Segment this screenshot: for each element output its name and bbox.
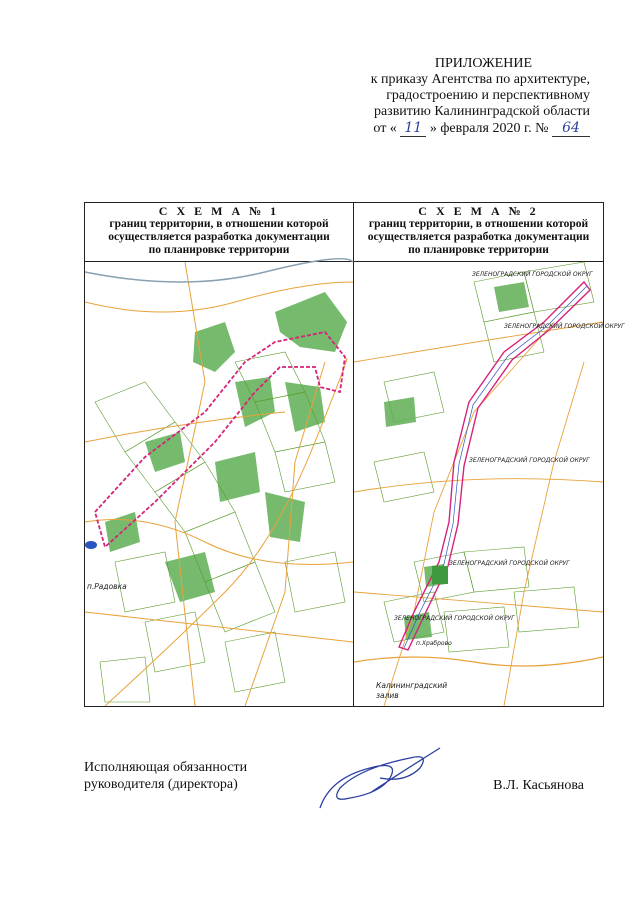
- scheme-1-town-label: п.Радовка: [87, 582, 127, 591]
- bay-label-2: залив: [376, 691, 399, 700]
- appendix-line-3: развитию Калининградской области: [373, 104, 590, 119]
- scheme-1-panel: [85, 203, 354, 706]
- date-day: 11: [400, 120, 426, 137]
- lake: [85, 541, 97, 549]
- bay-label-1: Калининградский: [376, 681, 448, 690]
- appendix-date-line: [290, 120, 590, 137]
- scheme-2-line-3: по планировке территории: [408, 244, 549, 256]
- okrug-label-low: ЗЕЛЕНОГРАДСКИЙ ГОРОДСКОЙ ОКРУГ: [449, 560, 570, 567]
- scheme-2-heading: С Х Е М А № 2: [418, 204, 539, 218]
- order-number: 64: [552, 120, 590, 137]
- appendix-line-2: градостроению и перспективному: [386, 88, 590, 103]
- scheme-2-line-2: осуществляется разработка документации: [367, 231, 590, 243]
- date-prefix: от «: [373, 121, 397, 136]
- signatory-line-2: руководителя (директора): [84, 777, 238, 792]
- scheme-1-line-1: границ территории, в отношении которой: [109, 218, 329, 230]
- appendix-header: [290, 56, 590, 137]
- scheme-1-map-svg: [85, 262, 353, 706]
- scheme-2-town-label: п.Храброво: [416, 640, 452, 647]
- date-mid: » февраля 2020 г. №: [429, 121, 549, 136]
- signatory-name: В.Л. Касьянова: [493, 778, 584, 793]
- okrug-label-mid: ЗЕЛЕНОГРАДСКИЙ ГОРОДСКОЙ ОКРУГ: [504, 323, 625, 330]
- scheme-2-line-1: границ территории, в отношении которой: [368, 218, 589, 230]
- appendix-title: ПРИЛОЖЕНИЕ: [434, 56, 532, 71]
- okrug-label-east: ЗЕЛЕНОГРАДСКИЙ ГОРОДСКОЙ ОКРУГ: [469, 457, 590, 464]
- scheme-1-heading: С Х Е М А № 1: [158, 204, 280, 218]
- scheme-2-map-svg: [354, 262, 625, 706]
- town-block: [432, 566, 448, 584]
- scheme-1-header: [85, 203, 353, 262]
- appendix-line-1: к приказу Агентства по архитектуре,: [370, 72, 590, 87]
- scheme-2-panel: [354, 203, 625, 706]
- scheme-1-line-2: осуществляется разработка документации: [108, 231, 330, 243]
- signatory-line-1: Исполняющая обязанности: [84, 760, 248, 775]
- okrug-label-sw: ЗЕЛЕНОГРАДСКИЙ ГОРОДСКОЙ ОКРУГ: [394, 615, 515, 622]
- schemes-table: [84, 202, 625, 707]
- scheme-1-map: [85, 262, 353, 706]
- signatory-position: [84, 759, 247, 793]
- scheme-2-map: [354, 262, 625, 706]
- handwritten-signature: [310, 738, 450, 818]
- okrug-label-top: ЗЕЛЕНОГРАДСКИЙ ГОРОДСКОЙ ОКРУГ: [472, 271, 593, 278]
- scheme-2-header: [354, 203, 603, 262]
- scheme-1-line-3: по планировке территории: [148, 244, 290, 256]
